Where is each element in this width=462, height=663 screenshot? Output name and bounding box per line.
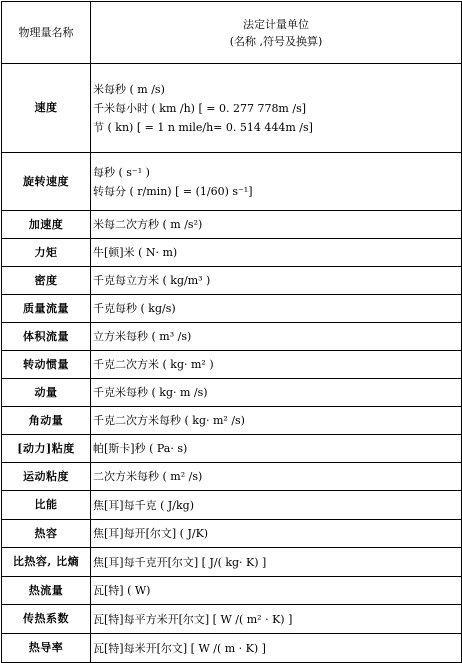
unit-line: 焦[耳]每千克 ( J/kg) — [93, 498, 194, 512]
unit-cell — [91, 520, 462, 548]
table-row — [2, 435, 462, 463]
table-row — [2, 407, 462, 435]
unit-cell — [91, 605, 462, 634]
unit-line: 二次方米每秒 ( m² /s) — [93, 470, 203, 483]
quantity-name: 力矩 — [2, 239, 91, 267]
table-row — [2, 295, 462, 323]
table-row — [2, 351, 462, 379]
units-table — [1, 1, 462, 663]
unit-cell — [91, 211, 462, 239]
quantity-name: 转动惯量 — [2, 351, 91, 379]
unit-cell — [91, 351, 462, 379]
unit-line: 节 ( kn) [ = 1 n mile/h= 0. 514 444m /s] — [93, 120, 313, 134]
table-row — [2, 379, 462, 407]
unit-line: 焦[耳]每开[尔文] ( J/K) — [93, 527, 209, 540]
unit-cell — [91, 634, 462, 663]
unit-line: 转每分 ( r/min) [ = (1/60) s⁻¹] — [93, 184, 253, 198]
unit-cell — [91, 577, 462, 605]
quantity-name: 旋转速度 — [2, 153, 91, 211]
quantity-name: 质量流量 — [2, 295, 91, 323]
quantity-name: 体积流量 — [2, 323, 91, 351]
table-row — [2, 463, 462, 491]
table-row — [2, 634, 462, 663]
header-legal-unit — [91, 2, 462, 64]
unit-cell — [91, 407, 462, 435]
unit-cell — [91, 64, 462, 153]
quantity-name: 角动量 — [2, 407, 91, 435]
unit-line: 米每二次方秒 ( m /s²) — [93, 218, 203, 231]
header-legal-unit-title: 法定计量单位 — [243, 17, 309, 31]
unit-cell — [91, 463, 462, 491]
table-row — [2, 211, 462, 239]
unit-cell — [91, 323, 462, 351]
header-legal-unit-subtitle: (名称 ,符号及换算) — [229, 34, 323, 48]
unit-line: 瓦[特] ( W) — [93, 584, 151, 597]
table-row — [2, 64, 462, 153]
unit-cell — [91, 239, 462, 267]
unit-cell — [91, 491, 462, 520]
unit-cell — [91, 379, 462, 407]
table-row — [2, 239, 462, 267]
table-row — [2, 153, 462, 211]
table-row — [2, 520, 462, 548]
header-quantity-name: 物理量名称 — [2, 2, 91, 64]
unit-cell — [91, 267, 462, 295]
quantity-name: [动力]粘度 — [2, 435, 91, 463]
unit-line: 千克二次方米每秒 ( kg· m² /s) — [93, 414, 245, 427]
table-row — [2, 605, 462, 634]
unit-line: 焦[耳]每千克开[尔文] [ J/( kg· K) ] — [93, 555, 267, 569]
table-row — [2, 323, 462, 351]
table-row — [2, 577, 462, 605]
unit-line: 米每秒 ( m /s) — [93, 82, 165, 96]
unit-cell — [91, 153, 462, 211]
quantity-name: 比能 — [2, 491, 91, 520]
table-row — [2, 267, 462, 295]
unit-line: 千米每小时 ( km /h) [ = 0. 277 778m /s] — [93, 101, 307, 115]
unit-line: 千克每立方米 ( kg/m³ ) — [93, 274, 211, 287]
quantity-name: 热导率 — [2, 634, 91, 663]
table-row — [2, 491, 462, 520]
header-row — [2, 2, 462, 64]
unit-cell — [91, 435, 462, 463]
quantity-name: 比热容, 比熵 — [2, 548, 91, 577]
unit-cell — [91, 295, 462, 323]
quantity-name: 热容 — [2, 520, 91, 548]
unit-line: 每秒 ( s⁻¹ ) — [93, 165, 150, 179]
unit-line: 帕[斯卡]秒 ( Pa· s) — [93, 442, 188, 455]
quantity-name: 传热系数 — [2, 605, 91, 634]
quantity-name: 密度 — [2, 267, 91, 295]
unit-line: 立方米每秒 ( m³ /s) — [93, 330, 192, 343]
quantity-name: 热流量 — [2, 577, 91, 605]
quantity-name: 动量 — [2, 379, 91, 407]
quantity-name: 运动粘度 — [2, 463, 91, 491]
unit-line: 千克二次方米 ( kg· m² ) — [93, 358, 214, 371]
unit-cell — [91, 548, 462, 577]
quantity-name: 速度 — [2, 64, 91, 153]
unit-line: 瓦[特]每平方米开[尔文] [ W /( m² · K) ] — [93, 612, 293, 626]
unit-line: 千克米每秒 ( kg· m /s) — [93, 386, 208, 399]
unit-line: 千克每秒 ( kg/s) — [93, 302, 176, 315]
unit-line: 牛[顿]米 ( N· m) — [93, 246, 178, 259]
quantity-name: 加速度 — [2, 211, 91, 239]
table-row — [2, 548, 462, 577]
unit-line: 瓦[特]每米开[尔文] [ W /( m · K) ] — [93, 641, 266, 655]
